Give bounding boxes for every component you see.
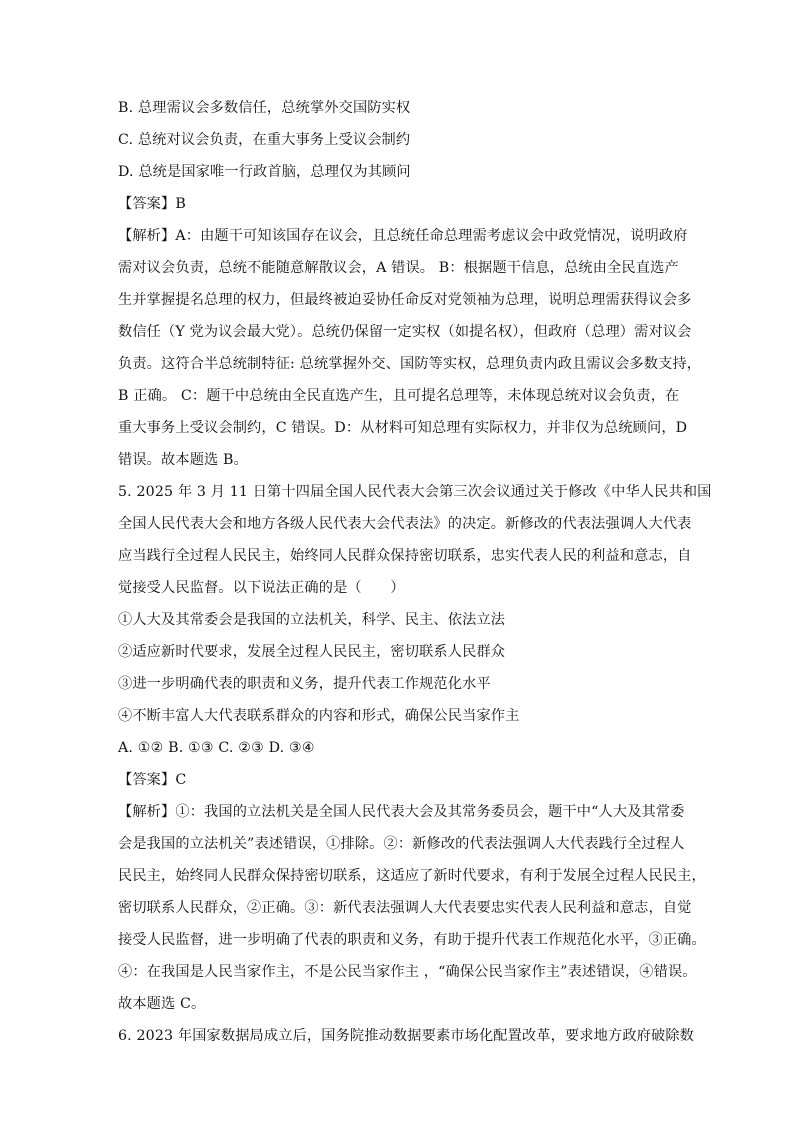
statement-4: ④不断丰富人大代表联系群众的内容和形式，确保公民当家作主 (118, 708, 520, 724)
analysis-q4-line-3: 生并掌握提名总理的权力，但最终被迫妥协任命反对党领袖为总理，说明总理需获得议会多 (118, 292, 692, 308)
answer-label-q4: 【答案】B (118, 196, 186, 212)
question-6-line-1: 6. 2023 年国家数据局成立后，国务院推动数据要素市场化配置改革，要求地方政府破除数 (118, 1028, 695, 1044)
document-page (118, 98, 712, 1046)
answer-label-q5: 【答案】C (118, 772, 187, 788)
statement-3: ③进一步明确代表的职责和义务，提升代表工作规范化水平 (118, 676, 491, 692)
question-5-line-1: 5. 2025 年 3 月 11 日第十四届全国人民代表大会第三次会议通过关于修改《中华人民共和国 (118, 484, 712, 500)
options-q5: A. ①② B. ①③ C. ②③ D. ③④ (118, 740, 315, 756)
question-5-line-2: 全国人民代表大会和地方各级人民代表大会代表法》的决定。新修改的代表法强调人大代表 (118, 516, 692, 532)
analysis-q4-line-7: 重大事务上受议会制约，C 错误。D：从材料可知总理有实际权力，并非仅为总统顾问，D (118, 420, 688, 436)
analysis-q5-line-4: 密切联系人民群众，②正确。③：新代表法强调人大代表要忠实代表人民利益和意志，自觉 (118, 900, 692, 916)
analysis-q5-line-5: 接受人民监督，进一步明确了代表的职责和义务，有助于提升代表工作规范化水平，③正确。 (118, 932, 706, 948)
analysis-q4-line-2: 需对议会负责，总统不能随意解散议会，A 错误。 B：根据题干信息，总统由全民直选产 (118, 260, 679, 276)
analysis-q4-line-6: B 正确。 C：题干中总统由全民直选产生，且可提名总理等，未体现总统对议会负责，在 (118, 388, 680, 404)
analysis-q5-line-7: 故本题选 C。 (118, 996, 206, 1012)
statement-2: ②适应新时代要求，发展全过程人民民主，密切联系人民群众 (118, 644, 506, 660)
analysis-q5-line-3: 民民主，始终同人民群众保持密切联系，这适应了新时代要求，有利于发展全过程人民民主， (118, 868, 706, 884)
option-c: C. 总统对议会负责，在重大事务上受议会制约 (118, 132, 411, 148)
question-5-line-4: 觉接受人民监督。以下说法正确的是（ ） (118, 580, 405, 596)
analysis-q4-line-1: 【解析】A：由题干可知该国存在议会，且总统任命总理需考虑议会中政党情况，说明政府 (118, 228, 688, 244)
analysis-q5-line-6: ④：在我国是人民当家作主，不是公民当家作主 ，“确保公民当家作主”表述错误，④错误。 (118, 964, 697, 980)
analysis-q4-line-8: 错误。故本题选 B。 (118, 452, 248, 468)
question-5-line-3: 应当践行全过程人民民主，始终同人民群众保持密切联系，忠实代表人民的利益和意志，自 (118, 548, 692, 564)
analysis-q4-line-5: 负责。这符合半总统制特征: 总统掌握外交、国防等实权，总理负责内政且需议会多数支持， (118, 356, 702, 372)
analysis-q5-line-1: 【解析】①：我国的立法机关是全国人民代表大会及其常务委员会，题干中“人大及其常委 (118, 804, 685, 820)
option-d: D. 总统是国家唯一行政首脑，总理仅为其顾问 (118, 164, 411, 180)
analysis-q5-line-2: 会是我国的立法机关”表述错误，①排除。②：新修改的代表法强调人大代表践行全过程人 (118, 836, 685, 852)
statement-1: ①人大及其常委会是我国的立法机关，科学、民主、依法立法 (118, 612, 506, 628)
option-b: B. 总理需议会多数信任，总统掌外交国防实权 (118, 100, 411, 116)
analysis-q4-line-4: 数信任（Y 党为议会最大党）。总统仍保留一定实权（如提名权），但政府（总理）需对议会 (118, 324, 692, 340)
